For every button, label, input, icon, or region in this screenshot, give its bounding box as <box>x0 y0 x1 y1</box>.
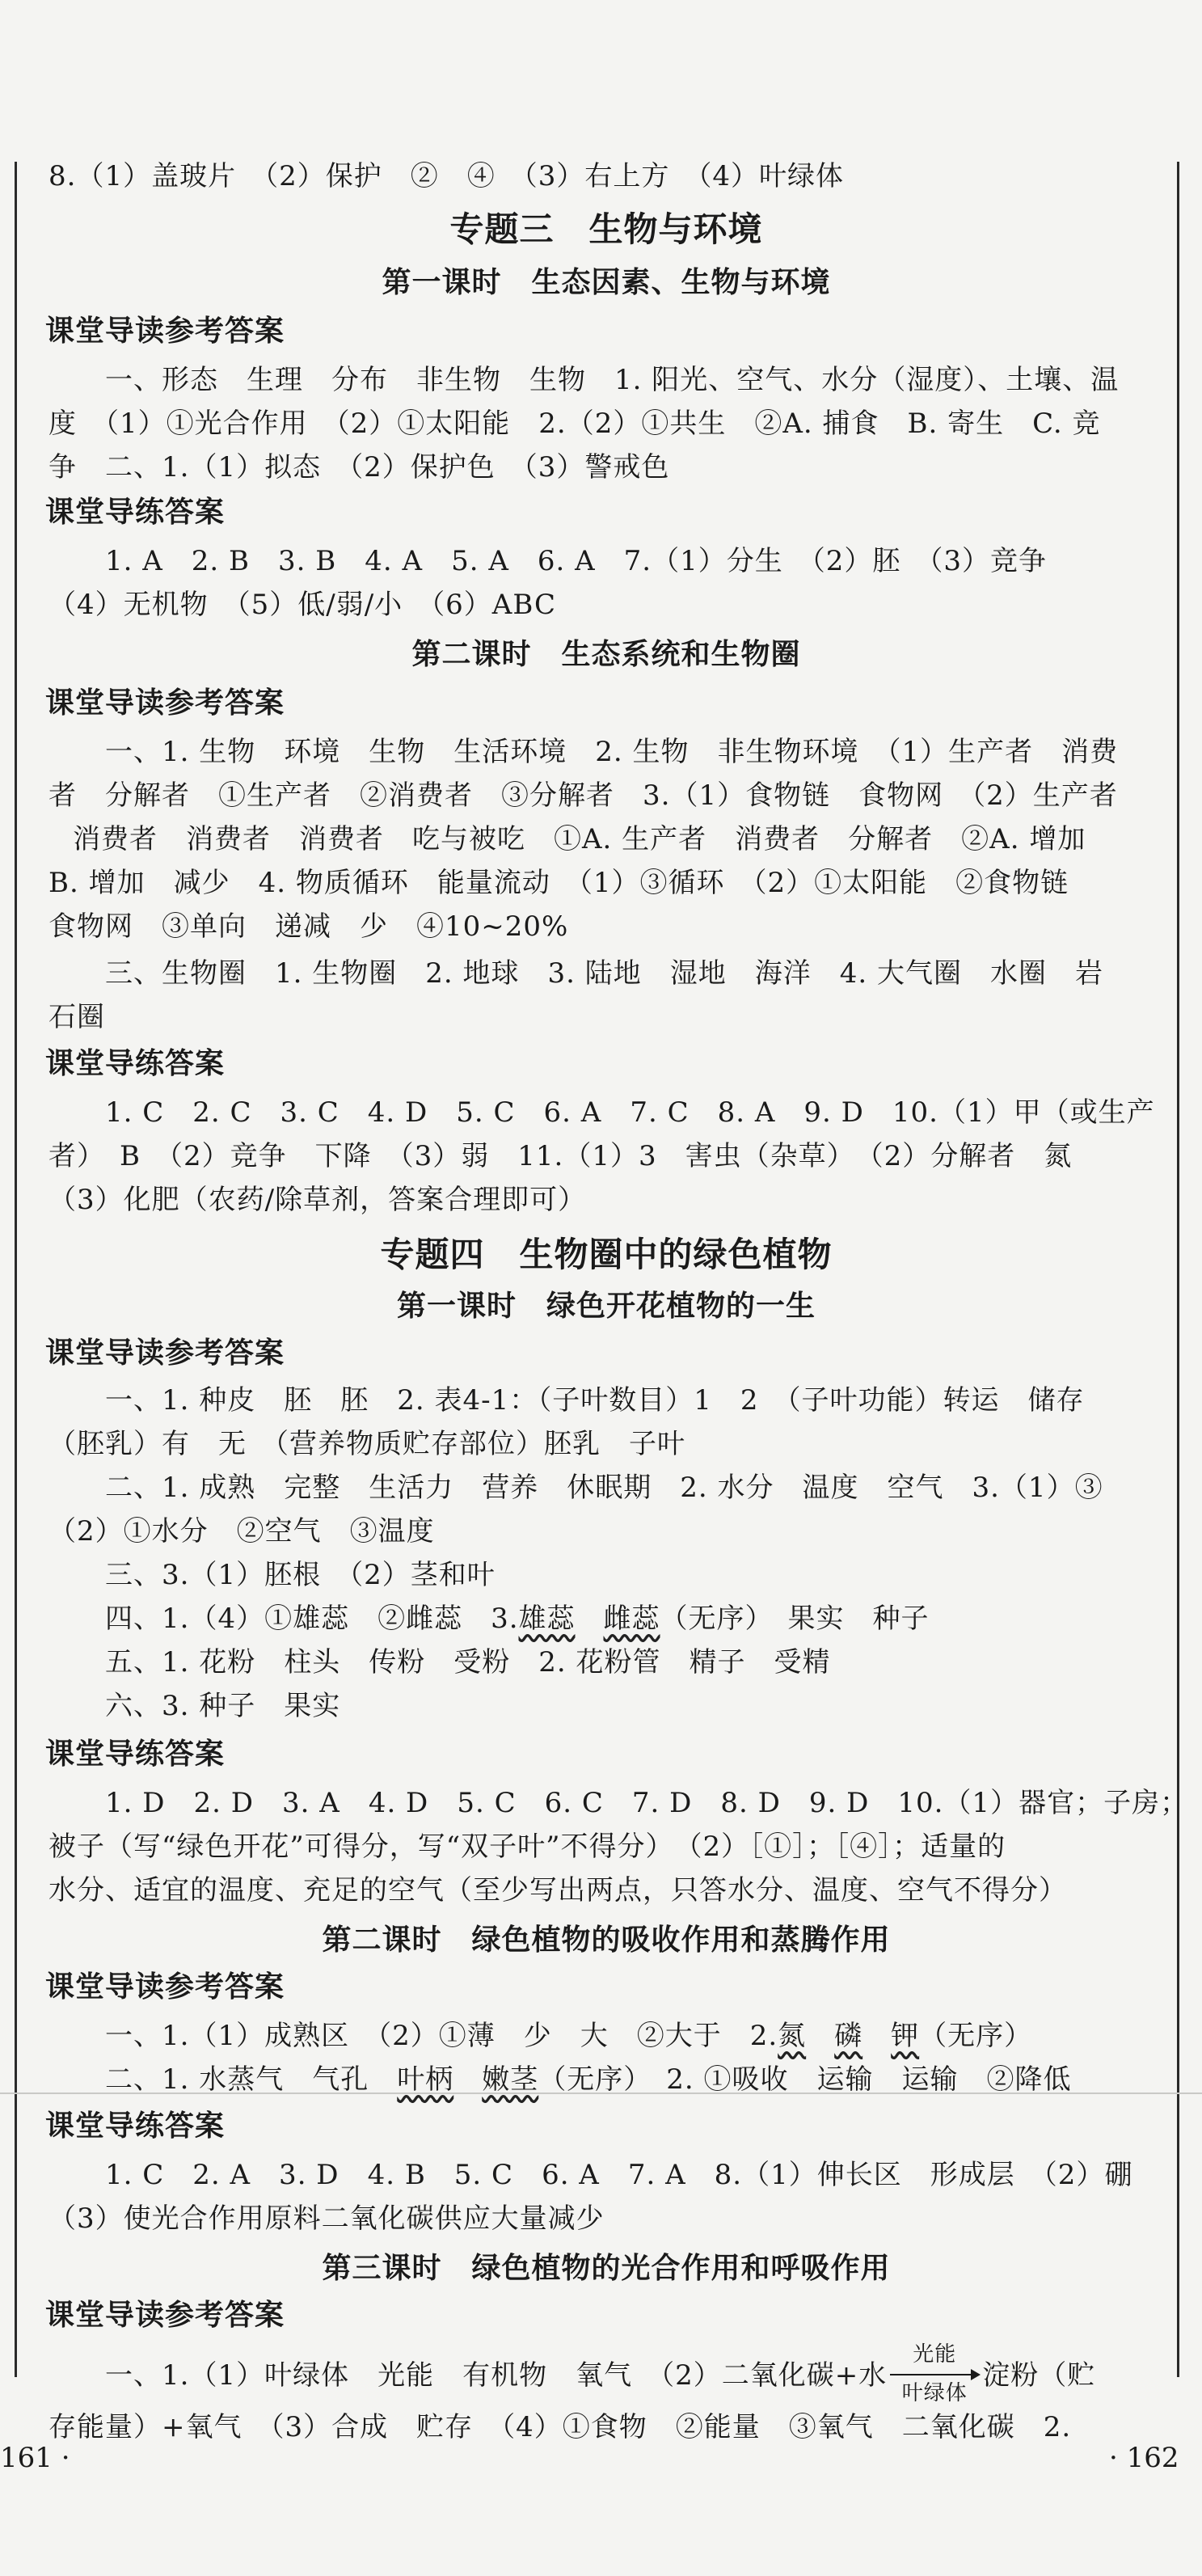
topic-title: 专题三 生物与环境 <box>449 209 763 249</box>
text-line: 1. A 2. B 3. B 4. A 5. A 6. A 7.（1）分生 （2）胚 （3）竞争 <box>105 545 1048 577</box>
text-segment: （无序） <box>919 2020 1033 2052</box>
text-line: 1. C 2. A 3. D 4. B 5. C 6. A 7. A 8.（1）伸长区 形成层 （2）硼 <box>105 2159 1133 2191</box>
left-margin-rule <box>15 162 17 2377</box>
text-segment: 二、1. 水蒸气 气孔 <box>105 2063 369 2096</box>
wavy-underlined-term: 磷 <box>834 2020 863 2052</box>
section-heading: 课堂导读参考答案 <box>45 1337 285 1370</box>
text-line: （2）①水分 ②空气 ③温度 <box>49 1515 435 1548</box>
text-line: 者） B （2）竞争 下降 （3）弱 11.（1）3 害虫（杂草） （2）分解者 氮 <box>49 1140 1073 1172</box>
text-line: 被子（写“绿色开花”可得分，写“双子叶”不得分） （2）［①］；［④］；适量的 <box>49 1831 1006 1863</box>
section-heading: 课堂导练答案 <box>45 1047 226 1080</box>
text-segment: （无序） 2. ①吸收 运输 运输 ②降低 <box>538 2063 1072 2096</box>
text-line <box>105 1601 930 1636</box>
text-line: 五、1. 花粉 柱头 传粉 受粉 2. 花粉管 精子 受精 <box>105 1646 831 1679</box>
text-line: 一、形态 生理 分布 非生物 生物 1. 阳光、空气、水分（湿度）、土壤、温 <box>105 364 1120 396</box>
page-number-left: 161 · <box>0 2442 70 2474</box>
text-line: 1. D 2. D 3. A 4. D 5. C 6. C 7. D 8. D 9. D 10.（1）器官；子房； <box>105 1787 1189 1819</box>
text-line: 三、生物圈 1. 生物圈 2. 地球 3. 陆地 湿地 海洋 4. 大气圈 水圈 岩 <box>105 957 1103 990</box>
wavy-underlined-term: 钾 <box>891 2020 920 2052</box>
text-line: 消费者 消费者 消费者 吃与被吃 ①A. 生产者 消费者 分解者 ②A. 增加 <box>73 823 1086 855</box>
arrow-condition-bottom: 叶绿体 <box>901 2381 968 2405</box>
text-line: 一、1. 生物 环境 生物 生活环境 2. 生物 非生物环境 （1）生产者 消费 <box>105 736 1119 768</box>
wavy-underlined-term: 叶柄 <box>397 2063 454 2096</box>
text-line: 存能量）+氧气 （3）合成 贮存 （4）①食物 ②能量 ③氧气 二氧化碳 2. <box>49 2411 1072 2443</box>
text-line <box>105 2342 1096 2405</box>
arrow-shaft <box>890 2374 974 2375</box>
text-line: 者 分解者 ①生产者 ②消费者 ③分解者 3.（1）食物链 食物网 （2）生产者 <box>49 779 1118 812</box>
section-heading: 课堂导练答案 <box>45 2109 226 2143</box>
text-line: （胚乳）有 无 （营养物质贮存部位）胚乳 子叶 <box>49 1428 685 1460</box>
arrow-condition-top: 光能 <box>913 2342 957 2367</box>
section-heading: 课堂导练答案 <box>45 496 226 529</box>
text-line <box>105 2062 1072 2097</box>
section-heading: 课堂导读参考答案 <box>45 2299 285 2332</box>
text-segment: 淀粉（贮 <box>982 2359 1096 2392</box>
section-heading: 课堂导练答案 <box>45 1738 226 1771</box>
text-line <box>105 2018 1032 2054</box>
wavy-underlined-term: 雌蕊 <box>603 1603 660 1635</box>
text-line: 石圈 <box>49 1001 105 1033</box>
text-segment: （无序） 果实 种子 <box>660 1603 930 1635</box>
text-line: 食物网 ③单向 递减 少 ④10~20% <box>49 910 569 943</box>
text-line: 二、1. 成熟 完整 生活力 营养 休眠期 2. 水分 温度 空气 3.（1）③ <box>105 1472 1103 1504</box>
text-line: 一、1. 种皮 胚 胚 2. 表4-1：（子叶数目）1 2 （子叶功能）转运 储存 <box>105 1384 1085 1417</box>
lesson-title: 第一课时 绿色开花植物的一生 <box>396 1290 816 1323</box>
page-number-right: · 162 <box>1109 2442 1179 2474</box>
wavy-underlined-term: 雄蕊 <box>518 1603 576 1635</box>
arrow-head-icon <box>971 2369 981 2380</box>
text-line: 8.（1）盖玻片 （2）保护 ② ④ （3）右上方 （4）叶绿体 <box>49 160 844 192</box>
section-heading: 课堂导读参考答案 <box>45 1970 285 2004</box>
text-line: B. 增加 减少 4. 物质循环 能量流动 （1）③循环 （2）①太阳能 ②食物链 <box>49 867 1069 899</box>
lesson-title: 第二课时 绿色植物的吸收作用和蒸腾作用 <box>322 1924 891 1957</box>
text-line: 水分、适宜的温度、充足的空气（至少写出两点，只答水分、温度、空气不得分） <box>49 1874 1067 1907</box>
lesson-title: 第一课时 生态因素、生物与环境 <box>382 266 831 299</box>
text-line: （3）使光合作用原料二氧化碳供应大量减少 <box>49 2202 605 2235</box>
text-line: 度 （1）①光合作用 （2）①太阳能 2.（2）①共生 ②A. 捕食 B. 寄生 C. 竞 <box>49 408 1101 440</box>
reaction-arrow <box>887 2342 982 2405</box>
text-line: 争 二、1.（1）拟态 （2）保护色 （3）警戒色 <box>49 451 670 484</box>
text-segment: 四、1.（4）①雄蕊 ②雌蕊 3. <box>105 1603 519 1635</box>
section-heading: 课堂导读参考答案 <box>45 686 285 720</box>
text-line: （3）化肥（农药/除草剂，答案合理即可） <box>49 1184 587 1216</box>
text-line: 1. C 2. C 3. C 4. D 5. C 6. A 7. C 8. A 9. D 10.（1）甲（或生产 <box>105 1096 1155 1129</box>
wavy-underlined-term: 氮 <box>778 2020 807 2052</box>
text-line: 三、3.（1）胚根 （2）茎和叶 <box>105 1559 496 1591</box>
text-line: （4）无机物 （5）低/弱/小 （6）ABC <box>49 589 556 621</box>
wavy-underlined-term: 嫩茎 <box>482 2063 539 2096</box>
text-segment: 一、1.（1）叶绿体 光能 有机物 氧气 （2）二氧化碳+水 <box>105 2359 888 2392</box>
lesson-title: 第三课时 绿色植物的光合作用和呼吸作用 <box>322 2252 891 2285</box>
section-heading: 课堂导读参考答案 <box>45 315 285 348</box>
topic-title: 专题四 生物圈中的绿色植物 <box>380 1235 833 1274</box>
text-segment: 一、1.（1）成熟区 （2）①薄 少 大 ②大于 2. <box>105 2020 778 2052</box>
right-margin-rule <box>1177 162 1179 2377</box>
lesson-title: 第二课时 生态系统和生物圈 <box>411 638 801 671</box>
text-line: 六、3. 种子 果实 <box>105 1690 341 1722</box>
